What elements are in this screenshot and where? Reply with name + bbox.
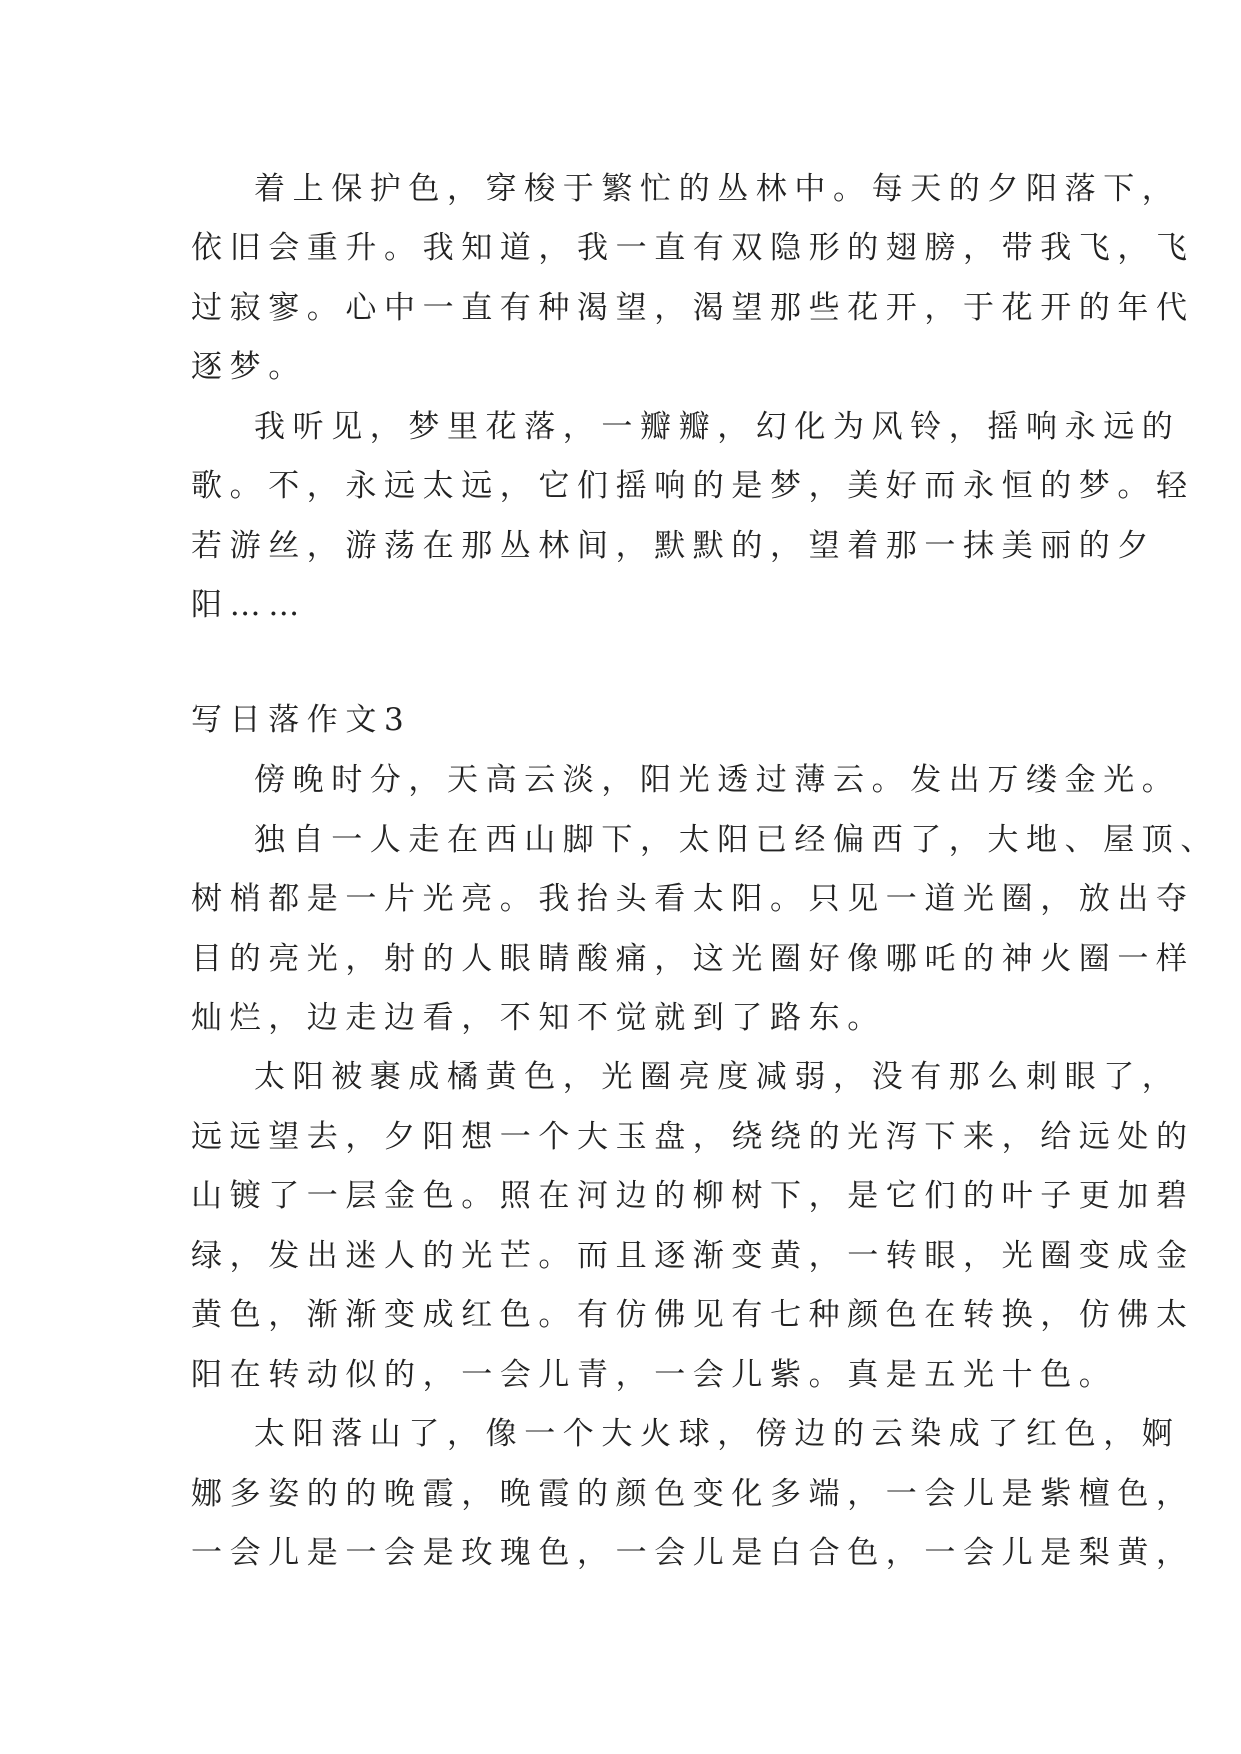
paragraph-line: 山镀了一层金色。照在河边的柳树下，是它们的叶子更加碧 — [191, 1178, 1195, 1214]
paragraph-line: 一会儿是一会是玫瑰色，一会儿是白合色，一会儿是梨黄， — [191, 1535, 1195, 1571]
paragraph-line: 远远望去，夕阳想一个大玉盘，绕绕的光泻下来，给远处的 — [191, 1119, 1195, 1155]
paragraph-line: 娜多姿的的晚霞，晚霞的颜色变化多端，一会儿是紫檀色， — [191, 1476, 1195, 1512]
paragraph-line: 黄色，渐渐变成红色。有仿佛见有七种颜色在转换，仿佛太 — [191, 1297, 1195, 1333]
paragraph-line: 太阳被裹成橘黄色，光圈亮度减弱，没有那么刺眼了， — [254, 1059, 1181, 1095]
paragraph-line: 太阳落山了，像一个大火球，傍边的云染成了红色，婀 — [254, 1416, 1181, 1452]
paragraph-line: 若游丝，游荡在那丛林间，默默的，望着那一抹美丽的夕 — [191, 528, 1156, 564]
section-heading: 写日落作文3 — [191, 702, 412, 738]
paragraph-line: 目的亮光，射的人眼睛酸痛，这光圈好像哪吒的神火圈一样 — [191, 941, 1195, 977]
paragraph-line: 阳…… — [191, 587, 307, 623]
paragraph-line: 着上保护色，穿梭于繁忙的丛林中。每天的夕阳落下， — [254, 171, 1181, 207]
paragraph-line: 树梢都是一片光亮。我抬头看太阳。只见一道光圈，放出夺 — [191, 881, 1195, 917]
paragraph-line: 过寂寥。心中一直有种渴望，渴望那些花开，于花开的年代 — [191, 290, 1195, 326]
paragraph-line: 逐梦。 — [191, 349, 307, 385]
paragraph-line: 独自一人走在西山脚下，太阳已经偏西了，大地、屋顶、 — [254, 822, 1219, 858]
paragraph-line: 依旧会重升。我知道，我一直有双隐形的翅膀，带我飞，飞 — [191, 230, 1195, 266]
paragraph-line: 绿，发出迷人的光芒。而且逐渐变黄，一转眼，光圈变成金 — [191, 1238, 1195, 1274]
paragraph-line: 灿烂，边走边看，不知不觉就到了路东。 — [191, 1000, 886, 1036]
paragraph-line: 歌。不，永远太远，它们摇响的是梦，美好而永恒的梦。轻 — [191, 468, 1195, 504]
paragraph-line: 阳在转动似的，一会儿青，一会儿紫。真是五光十色。 — [191, 1357, 1118, 1393]
paragraph-line: 傍晚时分，天高云淡，阳光透过薄云。发出万缕金光。 — [254, 762, 1181, 798]
paragraph-line: 我听见，梦里花落，一瓣瓣，幻化为风铃，摇响永远的 — [254, 409, 1181, 445]
